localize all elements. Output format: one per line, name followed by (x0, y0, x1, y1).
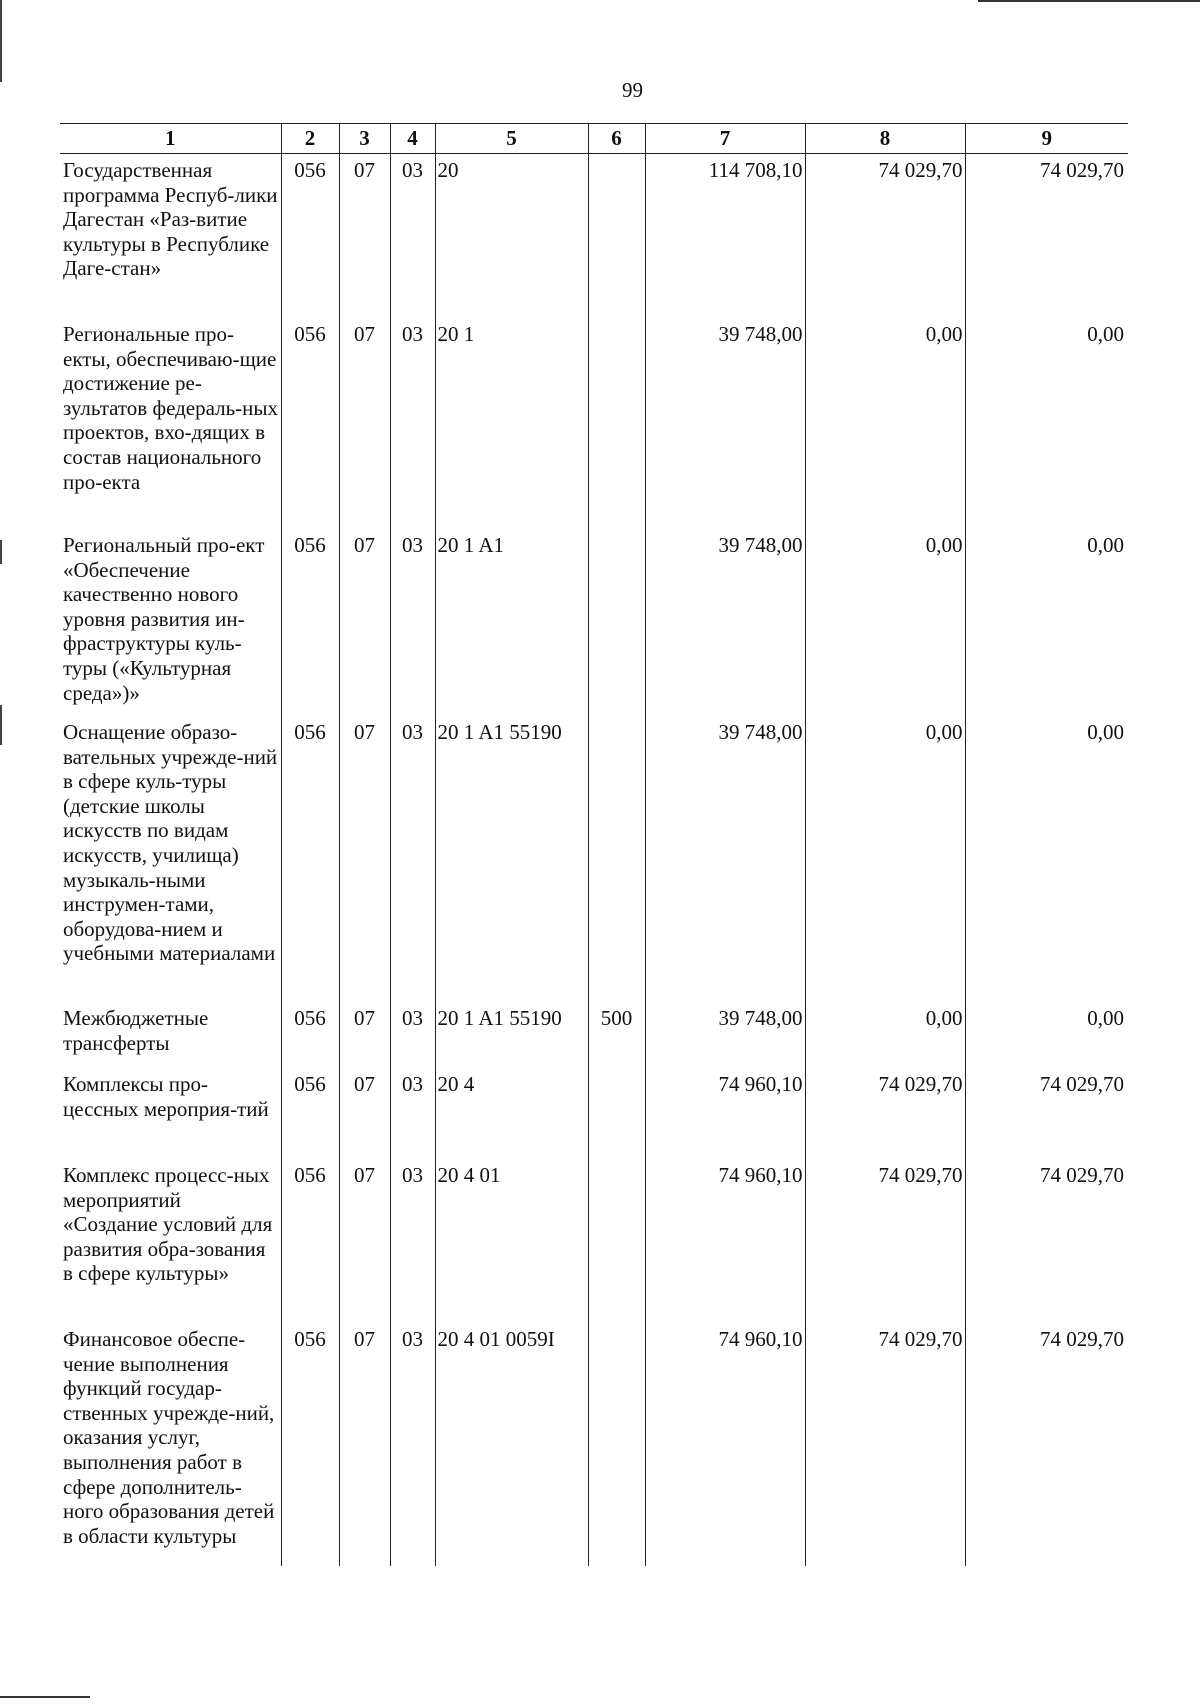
table-row (60, 322, 1128, 533)
cell-ved: 056 (281, 322, 339, 533)
column-header: 9 (965, 124, 1128, 154)
cell-target-article: 20 1 A1 55190 (435, 720, 588, 1006)
cell-subsection: 03 (390, 1006, 435, 1072)
row-name: Региональный про-ект «Обеспечение качественно нового уровня развития ин-фраструктуры куль-туры («Культурная среда»)» (60, 533, 281, 720)
cell-expense-type (588, 154, 645, 323)
column-header: 5 (435, 124, 588, 154)
cell-amount-col9: 74 029,70 (965, 1327, 1128, 1566)
page-number: 99 (622, 78, 643, 102)
cell-section: 07 (339, 533, 390, 720)
cell-amount-col9: 74 029,70 (965, 154, 1128, 323)
column-header: 3 (339, 124, 390, 154)
cell-target-article: 20 1 A1 (435, 533, 588, 720)
column-header: 8 (805, 124, 965, 154)
cell-target-article: 20 1 (435, 322, 588, 533)
scan-edge-line-bottom (0, 1696, 90, 1698)
cell-amount-col7: 74 960,10 (645, 1327, 805, 1566)
cell-amount-col8: 74 029,70 (805, 1327, 965, 1566)
scan-edge-left-mark (0, 0, 2, 82)
scan-edge-left-mark (0, 705, 2, 745)
cell-section: 07 (339, 322, 390, 533)
cell-amount-col7: 39 748,00 (645, 720, 805, 1006)
table-row (60, 154, 1128, 323)
budget-table (60, 123, 1128, 1566)
row-name: Финансовое обеспе-чение выполнения функций государ-ственных учрежде-ний, оказания услуг, выполнения работ в сфере дополнитель-ного образования детей в области культуры (60, 1327, 281, 1566)
column-header: 2 (281, 124, 339, 154)
table-row (60, 1072, 1128, 1163)
scan-edge-left-mark (0, 540, 2, 564)
table-row (60, 1327, 1128, 1566)
cell-subsection: 03 (390, 1072, 435, 1163)
cell-target-article: 20 4 (435, 1072, 588, 1163)
cell-section: 07 (339, 1163, 390, 1327)
cell-section: 07 (339, 720, 390, 1006)
cell-ved: 056 (281, 1006, 339, 1072)
cell-amount-col8: 74 029,70 (805, 154, 965, 323)
cell-subsection: 03 (390, 720, 435, 1006)
row-name: Государственная программа Респуб-лики Дагестан «Раз-витие культуры в Республике Даге-стан» (60, 154, 281, 323)
row-name: Оснащение образо-вательных учрежде-ний в сфере куль-туры (детские школы искусств по видам искусств, училища) музыкаль-ными инструмен-тами, оборудова-нием и учебными материалами (60, 720, 281, 1006)
cell-subsection: 03 (390, 1327, 435, 1566)
cell-amount-col8: 0,00 (805, 533, 965, 720)
cell-target-article: 20 4 01 (435, 1163, 588, 1327)
cell-amount-col9: 0,00 (965, 533, 1128, 720)
cell-amount-col9: 74 029,70 (965, 1163, 1128, 1327)
cell-ved: 056 (281, 1072, 339, 1163)
table-header-row (60, 124, 1128, 154)
cell-ved: 056 (281, 720, 339, 1006)
cell-target-article: 20 1 A1 55190 (435, 1006, 588, 1072)
cell-expense-type (588, 720, 645, 1006)
cell-expense-type (588, 322, 645, 533)
cell-ved: 056 (281, 1327, 339, 1566)
cell-amount-col9: 74 029,70 (965, 1072, 1128, 1163)
cell-expense-type (588, 1163, 645, 1327)
row-name: Региональные про-екты, обеспечиваю-щие достижение ре-зультатов федераль-ных проектов, вхо-дящих в состав национального про-екта (60, 322, 281, 533)
scan-edge-line-top (978, 0, 1200, 2)
cell-amount-col9: 0,00 (965, 1006, 1128, 1072)
row-name: Комплекс процесс-ных мероприятий «Создание условий для развития обра-зования в сфере культуры» (60, 1163, 281, 1327)
column-header: 7 (645, 124, 805, 154)
cell-subsection: 03 (390, 154, 435, 323)
cell-amount-col9: 0,00 (965, 322, 1128, 533)
cell-amount-col8: 0,00 (805, 322, 965, 533)
cell-amount-col7: 39 748,00 (645, 322, 805, 533)
row-name: Комплексы про-цессных мероприя-тий (60, 1072, 281, 1163)
cell-amount-col7: 74 960,10 (645, 1072, 805, 1163)
cell-expense-type (588, 533, 645, 720)
table-row (60, 1163, 1128, 1327)
cell-subsection: 03 (390, 1163, 435, 1327)
column-header: 4 (390, 124, 435, 154)
cell-section: 07 (339, 154, 390, 323)
cell-expense-type: 500 (588, 1006, 645, 1072)
cell-subsection: 03 (390, 533, 435, 720)
cell-amount-col7: 74 960,10 (645, 1163, 805, 1327)
cell-amount-col7: 39 748,00 (645, 533, 805, 720)
cell-amount-col8: 0,00 (805, 720, 965, 1006)
cell-amount-col7: 114 708,10 (645, 154, 805, 323)
cell-ved: 056 (281, 1163, 339, 1327)
cell-subsection: 03 (390, 322, 435, 533)
column-header: 6 (588, 124, 645, 154)
cell-section: 07 (339, 1072, 390, 1163)
cell-amount-col8: 74 029,70 (805, 1072, 965, 1163)
cell-target-article: 20 (435, 154, 588, 323)
cell-section: 07 (339, 1006, 390, 1072)
column-header: 1 (60, 124, 281, 154)
table-row (60, 720, 1128, 1006)
cell-amount-col8: 0,00 (805, 1006, 965, 1072)
cell-amount-col8: 74 029,70 (805, 1163, 965, 1327)
cell-ved: 056 (281, 154, 339, 323)
cell-section: 07 (339, 1327, 390, 1566)
cell-ved: 056 (281, 533, 339, 720)
table-row (60, 533, 1128, 720)
cell-expense-type (588, 1327, 645, 1566)
table-row (60, 1006, 1128, 1072)
cell-amount-col7: 39 748,00 (645, 1006, 805, 1072)
cell-amount-col9: 0,00 (965, 720, 1128, 1006)
cell-expense-type (588, 1072, 645, 1163)
row-name: Межбюджетные трансферты (60, 1006, 281, 1072)
cell-target-article: 20 4 01 0059I (435, 1327, 588, 1566)
